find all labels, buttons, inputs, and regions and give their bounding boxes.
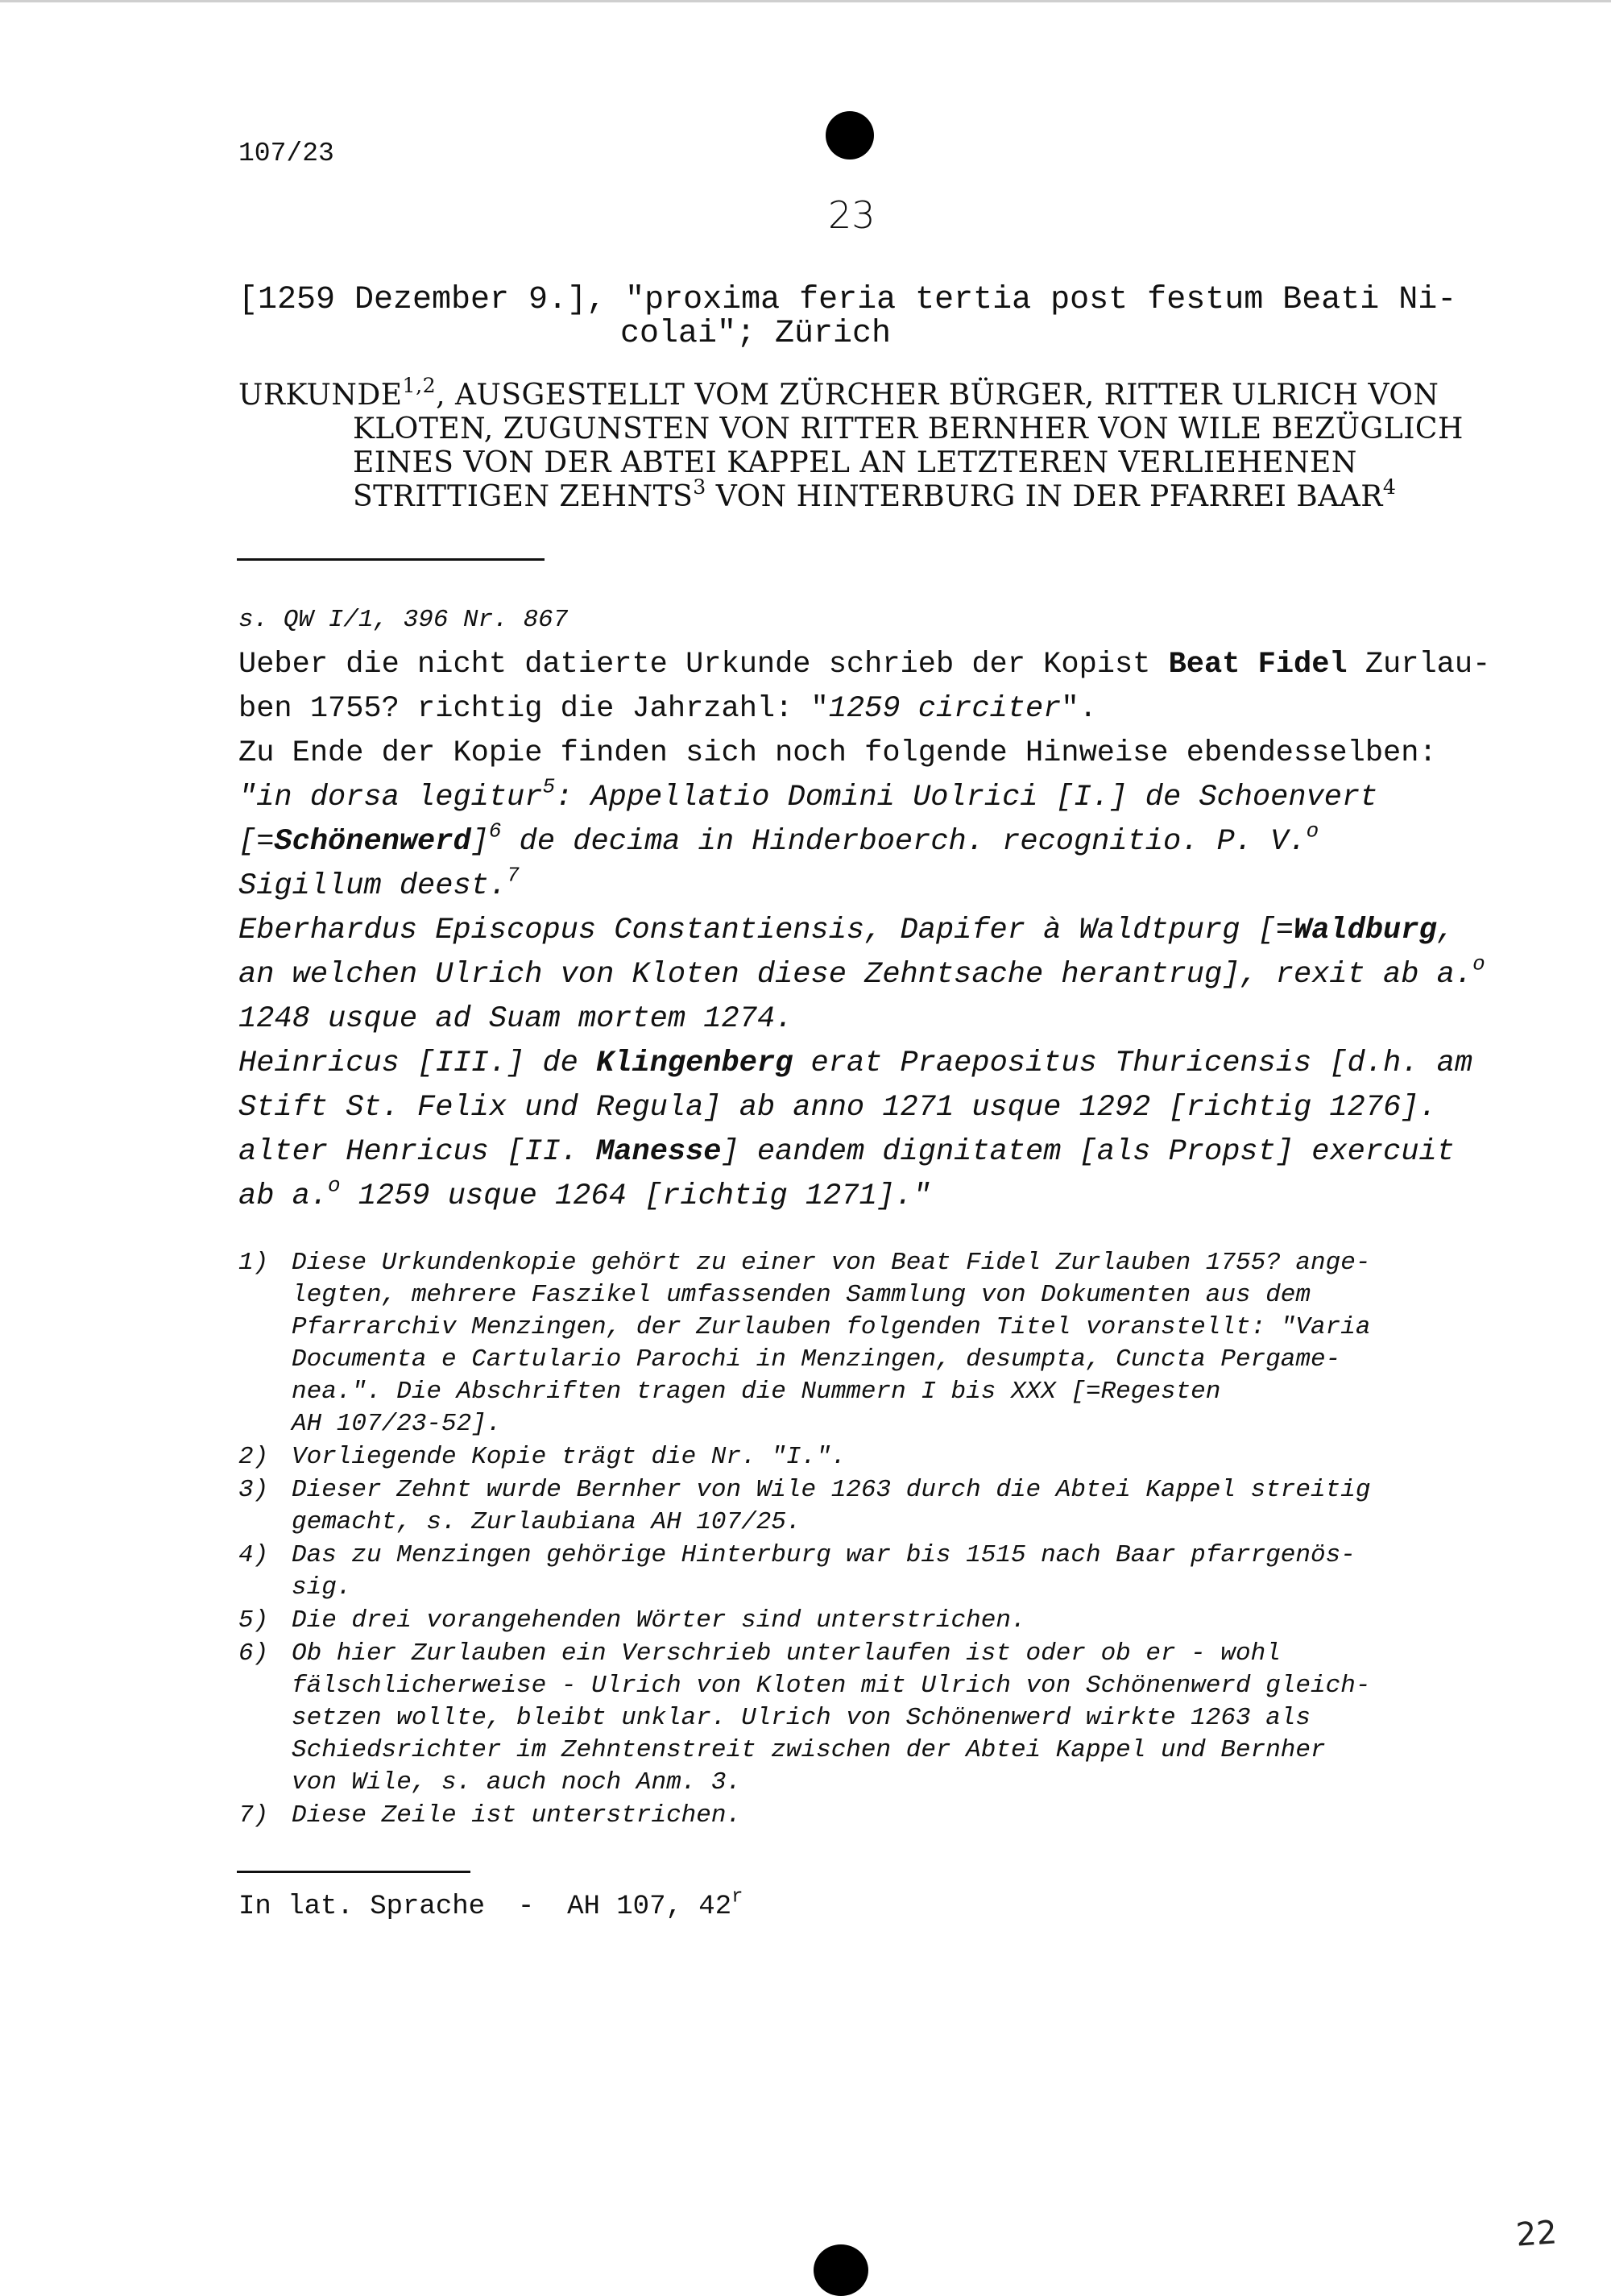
folio-recto-mark: r xyxy=(731,1886,743,1908)
reference-line: s. QW I/1, 396 Nr. 867 xyxy=(238,606,569,634)
body-line-6 xyxy=(238,863,520,903)
punch-hole-top xyxy=(826,111,874,160)
body-text: ] eandem dignitatem [als Propst] exercuit xyxy=(721,1135,1455,1169)
footnote-1-line: Diese Urkundenkopie gehört zu einer von Beat Fidel Zurlauben 1755? ange- xyxy=(292,1249,1371,1277)
scan-top-edge xyxy=(0,0,1611,2)
body-text: ben 1755? richtig die Jahrzahl: " xyxy=(238,692,829,726)
ordinal-mark: o xyxy=(1306,819,1319,843)
ordinal-mark: o xyxy=(1472,951,1485,976)
footnote-1-line: nea.". Die Abschriften tragen die Nummern I bis XXX [=Regesten xyxy=(292,1378,1221,1406)
footnote-ref-3: 3 xyxy=(693,475,706,499)
footnote-6-line: setzen wollte, bleibt unklar. Ulrich von Schönenwerd wirkte 1263 als xyxy=(292,1704,1311,1732)
footnote-number: 4) xyxy=(238,1541,269,1569)
title-line-2: KLOTEN, ZUGUNSTEN VON RITTER BERNHER VON WILE BEZÜGLICH xyxy=(353,412,1464,446)
title-line-4 xyxy=(353,475,1397,513)
body-line-3: Zu Ende der Kopie finden sich noch folgende Hinweise ebendesselben: xyxy=(238,736,1437,770)
body-line-12 xyxy=(238,1135,1455,1169)
body-text: [= xyxy=(238,825,275,859)
footnote-4-line: sig. xyxy=(292,1573,352,1602)
body-line-5 xyxy=(238,819,1319,859)
body-text: 1259 usque 1264 [richtig 1271]." xyxy=(340,1179,931,1213)
body-text: "in dorsa legitur xyxy=(238,781,543,814)
ordinal-mark: o xyxy=(328,1173,341,1198)
body-line-7 xyxy=(238,914,1455,947)
body-line-13 xyxy=(238,1173,931,1213)
footnote-2-line: Vorliegende Kopie trägt die Nr. "I.". xyxy=(292,1443,847,1471)
footnote-6-line: von Wile, s. auch noch Anm. 3. xyxy=(292,1768,742,1797)
body-text: ab a. xyxy=(238,1179,329,1213)
body-line-2 xyxy=(238,692,1097,726)
footnote-1-line: AH 107/23-52]. xyxy=(292,1410,502,1438)
handwritten-page-mark: 22 xyxy=(1514,2214,1559,2254)
body-text: : Appellatio Domini Uolrici [I.] de Schoenvert xyxy=(555,781,1378,814)
footnote-number: 2) xyxy=(238,1443,269,1471)
footnote-6-line: Schiedsrichter im Zehntenstreit zwischen der Abtei Kappel und Bernher xyxy=(292,1736,1326,1764)
person-name: Klingenberg xyxy=(596,1046,793,1080)
title-line-4b: VON HINTERBURG IN DER PFARREI BAAR xyxy=(706,480,1383,513)
source-divider xyxy=(237,1871,470,1873)
date-header-line-1: [1259 Dezember 9.], "proxima feria tertia post festum Beati Ni- xyxy=(238,282,1457,318)
body-text: Heinricus [III.] de xyxy=(238,1046,597,1080)
footnote-1-line: legten, mehrere Faszikel umfassenden Sammlung von Dokumenten aus dem xyxy=(292,1281,1311,1309)
body-text: Eberhardus Episcopus Constantiensis, Dapifer à Waldtpurg [= xyxy=(238,914,1294,947)
source-line xyxy=(238,1886,743,1922)
document-number: 23 xyxy=(828,193,876,237)
body-text: ] xyxy=(470,825,489,859)
footnote-7-line: Diese Zeile ist unterstrichen. xyxy=(292,1801,742,1830)
person-name: Manesse xyxy=(596,1135,722,1169)
body-text: alter Henricus [II. xyxy=(238,1135,597,1169)
body-text: Zurlau- xyxy=(1347,648,1491,682)
body-line-4 xyxy=(238,774,1378,814)
body-text: Ueber die nicht datierte Urkunde schrieb der Kopist xyxy=(238,648,1169,682)
body-line-11: Stift St. Felix und Regula] ab anno 1271 usque 1292 [richtig 1276]. xyxy=(238,1091,1437,1125)
footnote-6-line: Ob hier Zurlauben ein Verschrieb unterlaufen ist oder ob er - wohl xyxy=(292,1639,1281,1668)
footnote-number: 1) xyxy=(238,1249,269,1277)
body-text: erat Praepositus Thuricensis [d.h. am xyxy=(793,1046,1473,1080)
title-lead: URKUNDE xyxy=(238,379,403,412)
body-text: Sigillum deest. xyxy=(238,869,507,903)
body-line-1 xyxy=(238,648,1490,682)
footnote-ref-4: 4 xyxy=(1382,475,1397,499)
footnote-1-line: Pfarrarchiv Menzingen, der Zurlauben folgenden Titel voranstellt: "Varia xyxy=(292,1313,1371,1341)
footnote-6-line: fälschlicherweise - Ulrich von Kloten mit Ulrich von Schönenwerd gleich- xyxy=(292,1672,1371,1700)
footnote-ref-5: 5 xyxy=(542,774,556,799)
title-line-4a: STRITTIGEN ZEHNTS xyxy=(353,480,694,513)
place-name: Waldburg xyxy=(1294,914,1437,947)
date-header-line-2: colai"; Zürich xyxy=(620,316,892,352)
archive-number: 107/23 xyxy=(238,139,334,168)
punch-hole-bottom xyxy=(814,2244,868,2296)
footnote-number: 7) xyxy=(238,1801,269,1830)
title-line-1-rest: , AUSGESTELLT VOM ZÜRCHER BÜRGER, RITTER ULRICH VON xyxy=(436,379,1439,412)
body-text: ". xyxy=(1061,692,1097,726)
footnote-ref-6: 6 xyxy=(488,819,502,843)
body-line-9: 1248 usque ad Suam mortem 1274. xyxy=(238,1002,793,1036)
footnote-3-line: Dieser Zehnt wurde Bernher von Wile 1263 durch die Abtei Kappel streitig xyxy=(292,1476,1371,1504)
footnote-5-line: Die drei vorangehenden Wörter sind unterstrichen. xyxy=(292,1606,1026,1635)
copyist-name: Beat Fidel xyxy=(1168,648,1348,682)
source-text: In lat. Sprache - AH 107, 42 xyxy=(238,1892,732,1922)
body-text: an welchen Ulrich von Kloten diese Zehntsache herantrug], rexit ab a. xyxy=(238,958,1473,992)
footnote-ref-1-2: 1,2 xyxy=(402,373,437,397)
footnote-ref-7: 7 xyxy=(507,863,520,888)
footnote-4-line: Das zu Menzingen gehörige Hinterburg war bis 1515 nach Baar pfarrgenös- xyxy=(292,1541,1356,1569)
body-line-8 xyxy=(238,951,1485,992)
body-text: , xyxy=(1436,914,1455,947)
body-text: de decima in Hinderboerch. recognitio. P. V. xyxy=(501,825,1307,859)
footnote-1-line: Documenta e Cartulario Parochi in Menzingen, desumpta, Cuncta Pergame- xyxy=(292,1345,1341,1374)
footnote-number: 6) xyxy=(238,1639,269,1668)
footnote-3-line: gemacht, s. Zurlaubiana AH 107/25. xyxy=(292,1508,801,1536)
title-divider xyxy=(237,558,545,561)
title-line-3: EINES VON DER ABTEI KAPPEL AN LETZTEREN VERLIEHENEN xyxy=(353,446,1357,479)
body-line-10 xyxy=(238,1046,1472,1080)
footnote-number: 3) xyxy=(238,1476,269,1504)
place-name: Schönenwerd xyxy=(274,825,471,859)
footnote-number: 5) xyxy=(238,1606,269,1635)
body-quote: 1259 circiter xyxy=(828,692,1062,726)
title-line-1 xyxy=(238,373,1439,412)
